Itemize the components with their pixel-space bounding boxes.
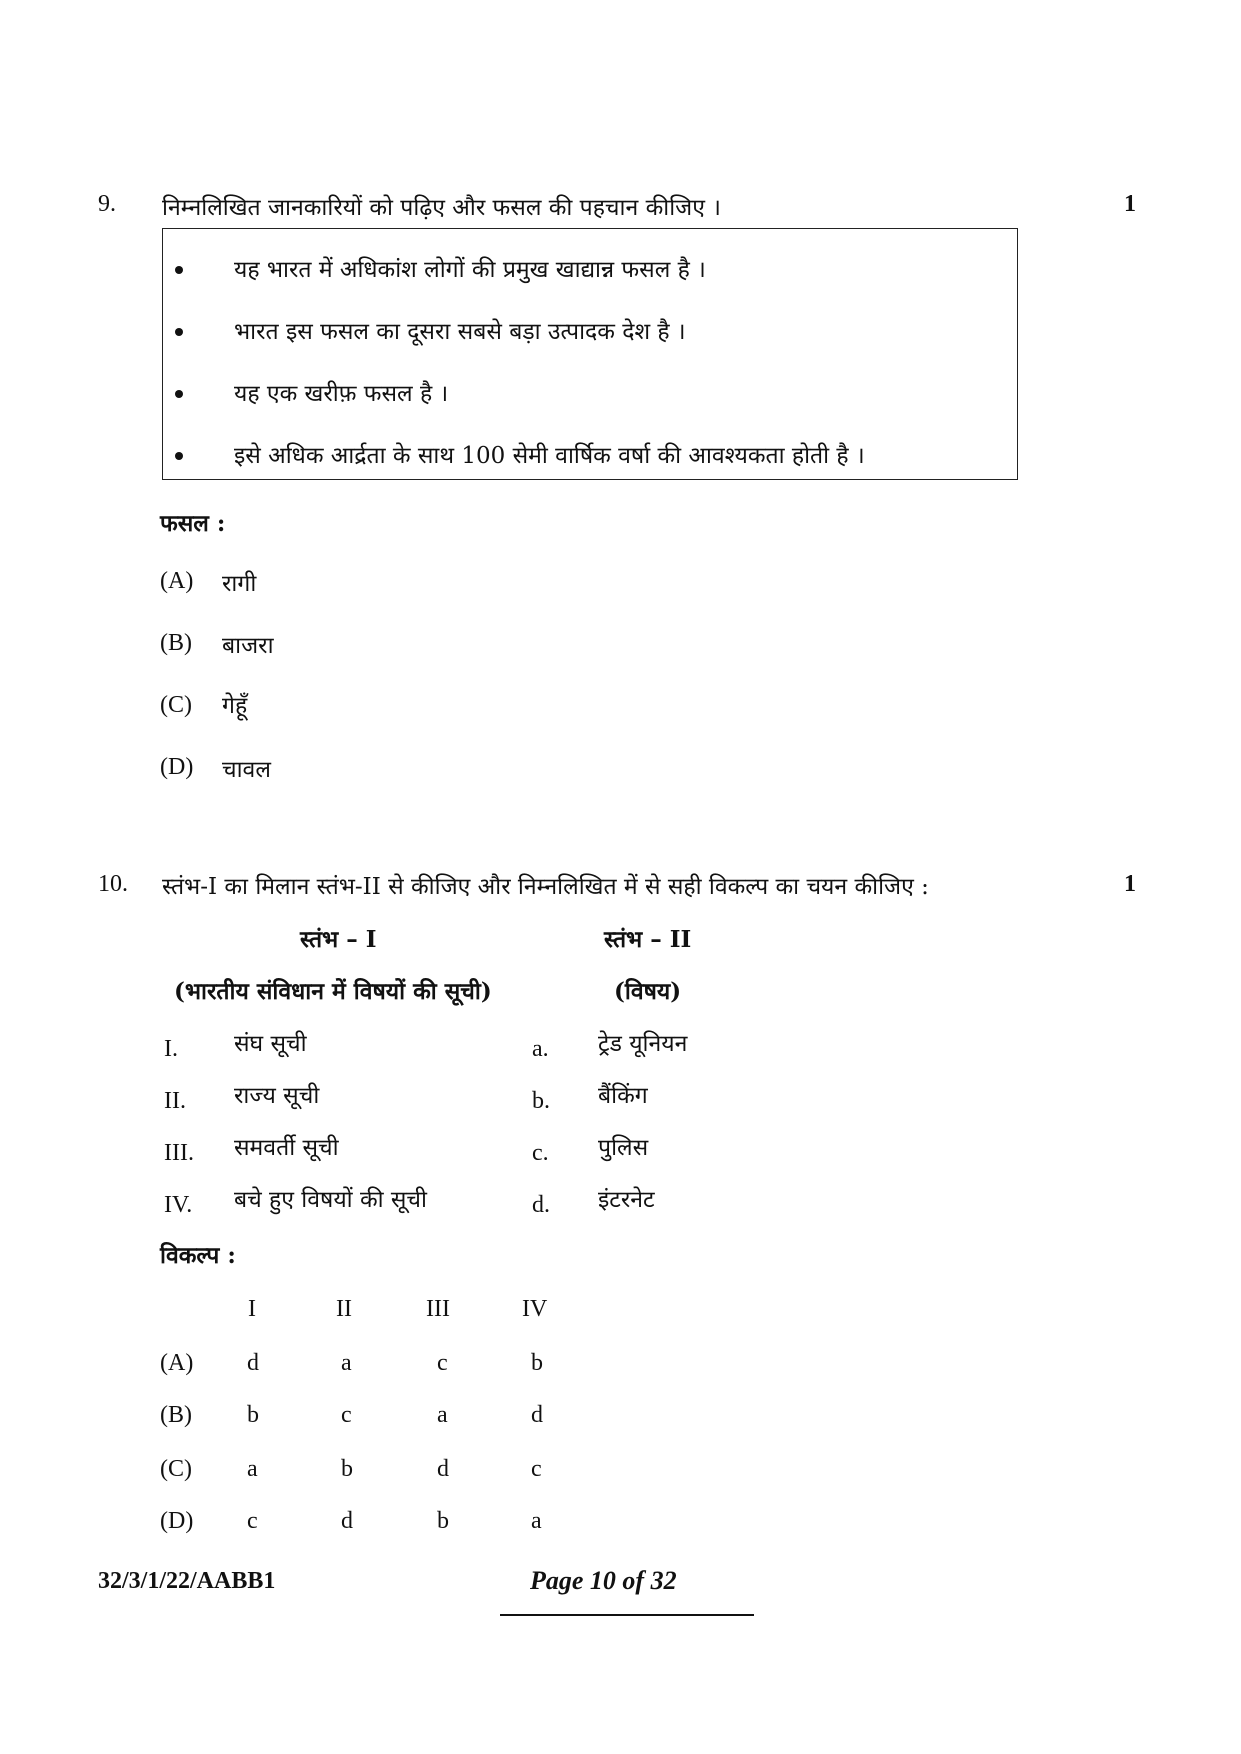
q10-col1-heading: स्तंभ – I: [300, 926, 377, 953]
q10-col2-heading: स्तंभ – II: [604, 926, 692, 953]
q10-row-1-right: ट्रेड यूनियन: [598, 1031, 688, 1057]
bullet-icon: [175, 328, 183, 336]
q9-answer-label: फसल :: [160, 510, 226, 537]
q10-row-1-roman: I.: [164, 1036, 178, 1062]
q9-option-d-text: चावल: [222, 757, 271, 783]
q10-option-d-ii: d: [341, 1508, 353, 1534]
q10-option-d-iii: b: [437, 1508, 449, 1534]
q9-fact-3: यह एक खरीफ़ फसल है ।: [234, 381, 449, 407]
q10-option-a-label: (A): [160, 1350, 194, 1376]
q9-option-c-text: गेहूँ: [222, 693, 248, 719]
q10-option-c-label: (C): [160, 1456, 192, 1482]
q10-option-header-ii: II: [336, 1296, 352, 1322]
q9-number: 9.: [98, 191, 116, 217]
q9-option-a-text: रागी: [222, 571, 257, 597]
q10-option-b-label: (B): [160, 1402, 192, 1428]
q10-option-c-iv: c: [531, 1456, 542, 1482]
q10-row-2-right: बैंकिंग: [598, 1083, 648, 1109]
page-number: Page 10 of 32: [530, 1566, 677, 1595]
q10-option-c-iii: d: [437, 1456, 449, 1482]
q9-marks: 1: [1124, 191, 1136, 217]
q10-row-4-right: इंटरनेट: [598, 1187, 655, 1213]
q10-row-4-roman: IV.: [164, 1192, 193, 1218]
q9-fact-4: इसे अधिक आर्द्रता के साथ 100 सेमी वार्षिक वर्षा की आवश्यकता होती है ।: [234, 443, 865, 469]
q10-row-3-left: समवर्ती सूची: [234, 1135, 339, 1161]
q10-option-b-iii: a: [437, 1402, 448, 1428]
q9-option-a-label: (A): [160, 568, 194, 594]
q10-option-d-iv: a: [531, 1508, 542, 1534]
q10-number: 10.: [98, 871, 128, 897]
q10-option-a-ii: a: [341, 1350, 352, 1376]
q10-option-a-iv: b: [531, 1350, 543, 1376]
q10-option-c-ii: b: [341, 1456, 353, 1482]
page-number-underline: [500, 1614, 754, 1616]
q10-option-header-iii: III: [426, 1296, 450, 1322]
q10-row-4-left: बचे हुए विषयों की सूची: [234, 1187, 427, 1213]
q10-option-b-iv: d: [531, 1402, 543, 1428]
q9-fact-1: यह भारत में अधिकांश लोगों की प्रमुख खाद्यान्न फसल है ।: [234, 257, 706, 283]
q10-option-header-iv: IV: [522, 1296, 548, 1322]
q10-option-b-ii: c: [341, 1402, 352, 1428]
q9-option-c-label: (C): [160, 692, 192, 718]
q10-options-label: विकल्प :: [160, 1242, 236, 1269]
q10-col1-subheading: (भारतीय संविधान में विषयों की सूची): [174, 978, 492, 1005]
q10-row-2-roman: II.: [164, 1088, 186, 1114]
q9-question: निम्नलिखित जानकारियों को पढ़िए और फसल की पहचान कीजिए ।: [162, 195, 721, 221]
q10-question: स्तंभ-I का मिलान स्तंभ-II से कीजिए और निम्नलिखित में से सही विकल्प का चयन कीजिए :: [162, 874, 929, 900]
q10-row-1-left: संघ सूची: [234, 1031, 307, 1057]
q10-row-2-letter: b.: [532, 1088, 550, 1114]
q10-option-a-iii: c: [437, 1350, 448, 1376]
q10-row-1-letter: a.: [532, 1036, 549, 1062]
q10-option-d-i: c: [247, 1508, 258, 1534]
bullet-icon: [175, 266, 183, 274]
q10-row-3-roman: III.: [164, 1140, 194, 1166]
q10-row-3-right: पुलिस: [598, 1135, 649, 1161]
paper-code: 32/3/1/22/AABB1: [98, 1568, 276, 1594]
q10-row-3-letter: c.: [532, 1140, 549, 1166]
bullet-icon: [175, 390, 183, 398]
q10-option-a-i: d: [247, 1350, 259, 1376]
bullet-icon: [175, 452, 183, 460]
q9-option-b-label: (B): [160, 630, 192, 656]
q10-row-2-left: राज्य सूची: [234, 1083, 320, 1109]
q10-option-c-i: a: [247, 1456, 258, 1482]
q10-option-header-i: I: [248, 1296, 256, 1322]
q9-fact-2: भारत इस फसल का दूसरा सबसे बड़ा उत्पादक देश है ।: [234, 319, 686, 345]
q10-option-d-label: (D): [160, 1508, 194, 1534]
q10-marks: 1: [1124, 871, 1136, 897]
q9-option-d-label: (D): [160, 754, 194, 780]
q10-option-b-i: b: [247, 1402, 259, 1428]
q10-row-4-letter: d.: [532, 1192, 550, 1218]
q10-col2-subheading: (विषय): [614, 978, 682, 1005]
q9-option-b-text: बाजरा: [222, 633, 274, 659]
